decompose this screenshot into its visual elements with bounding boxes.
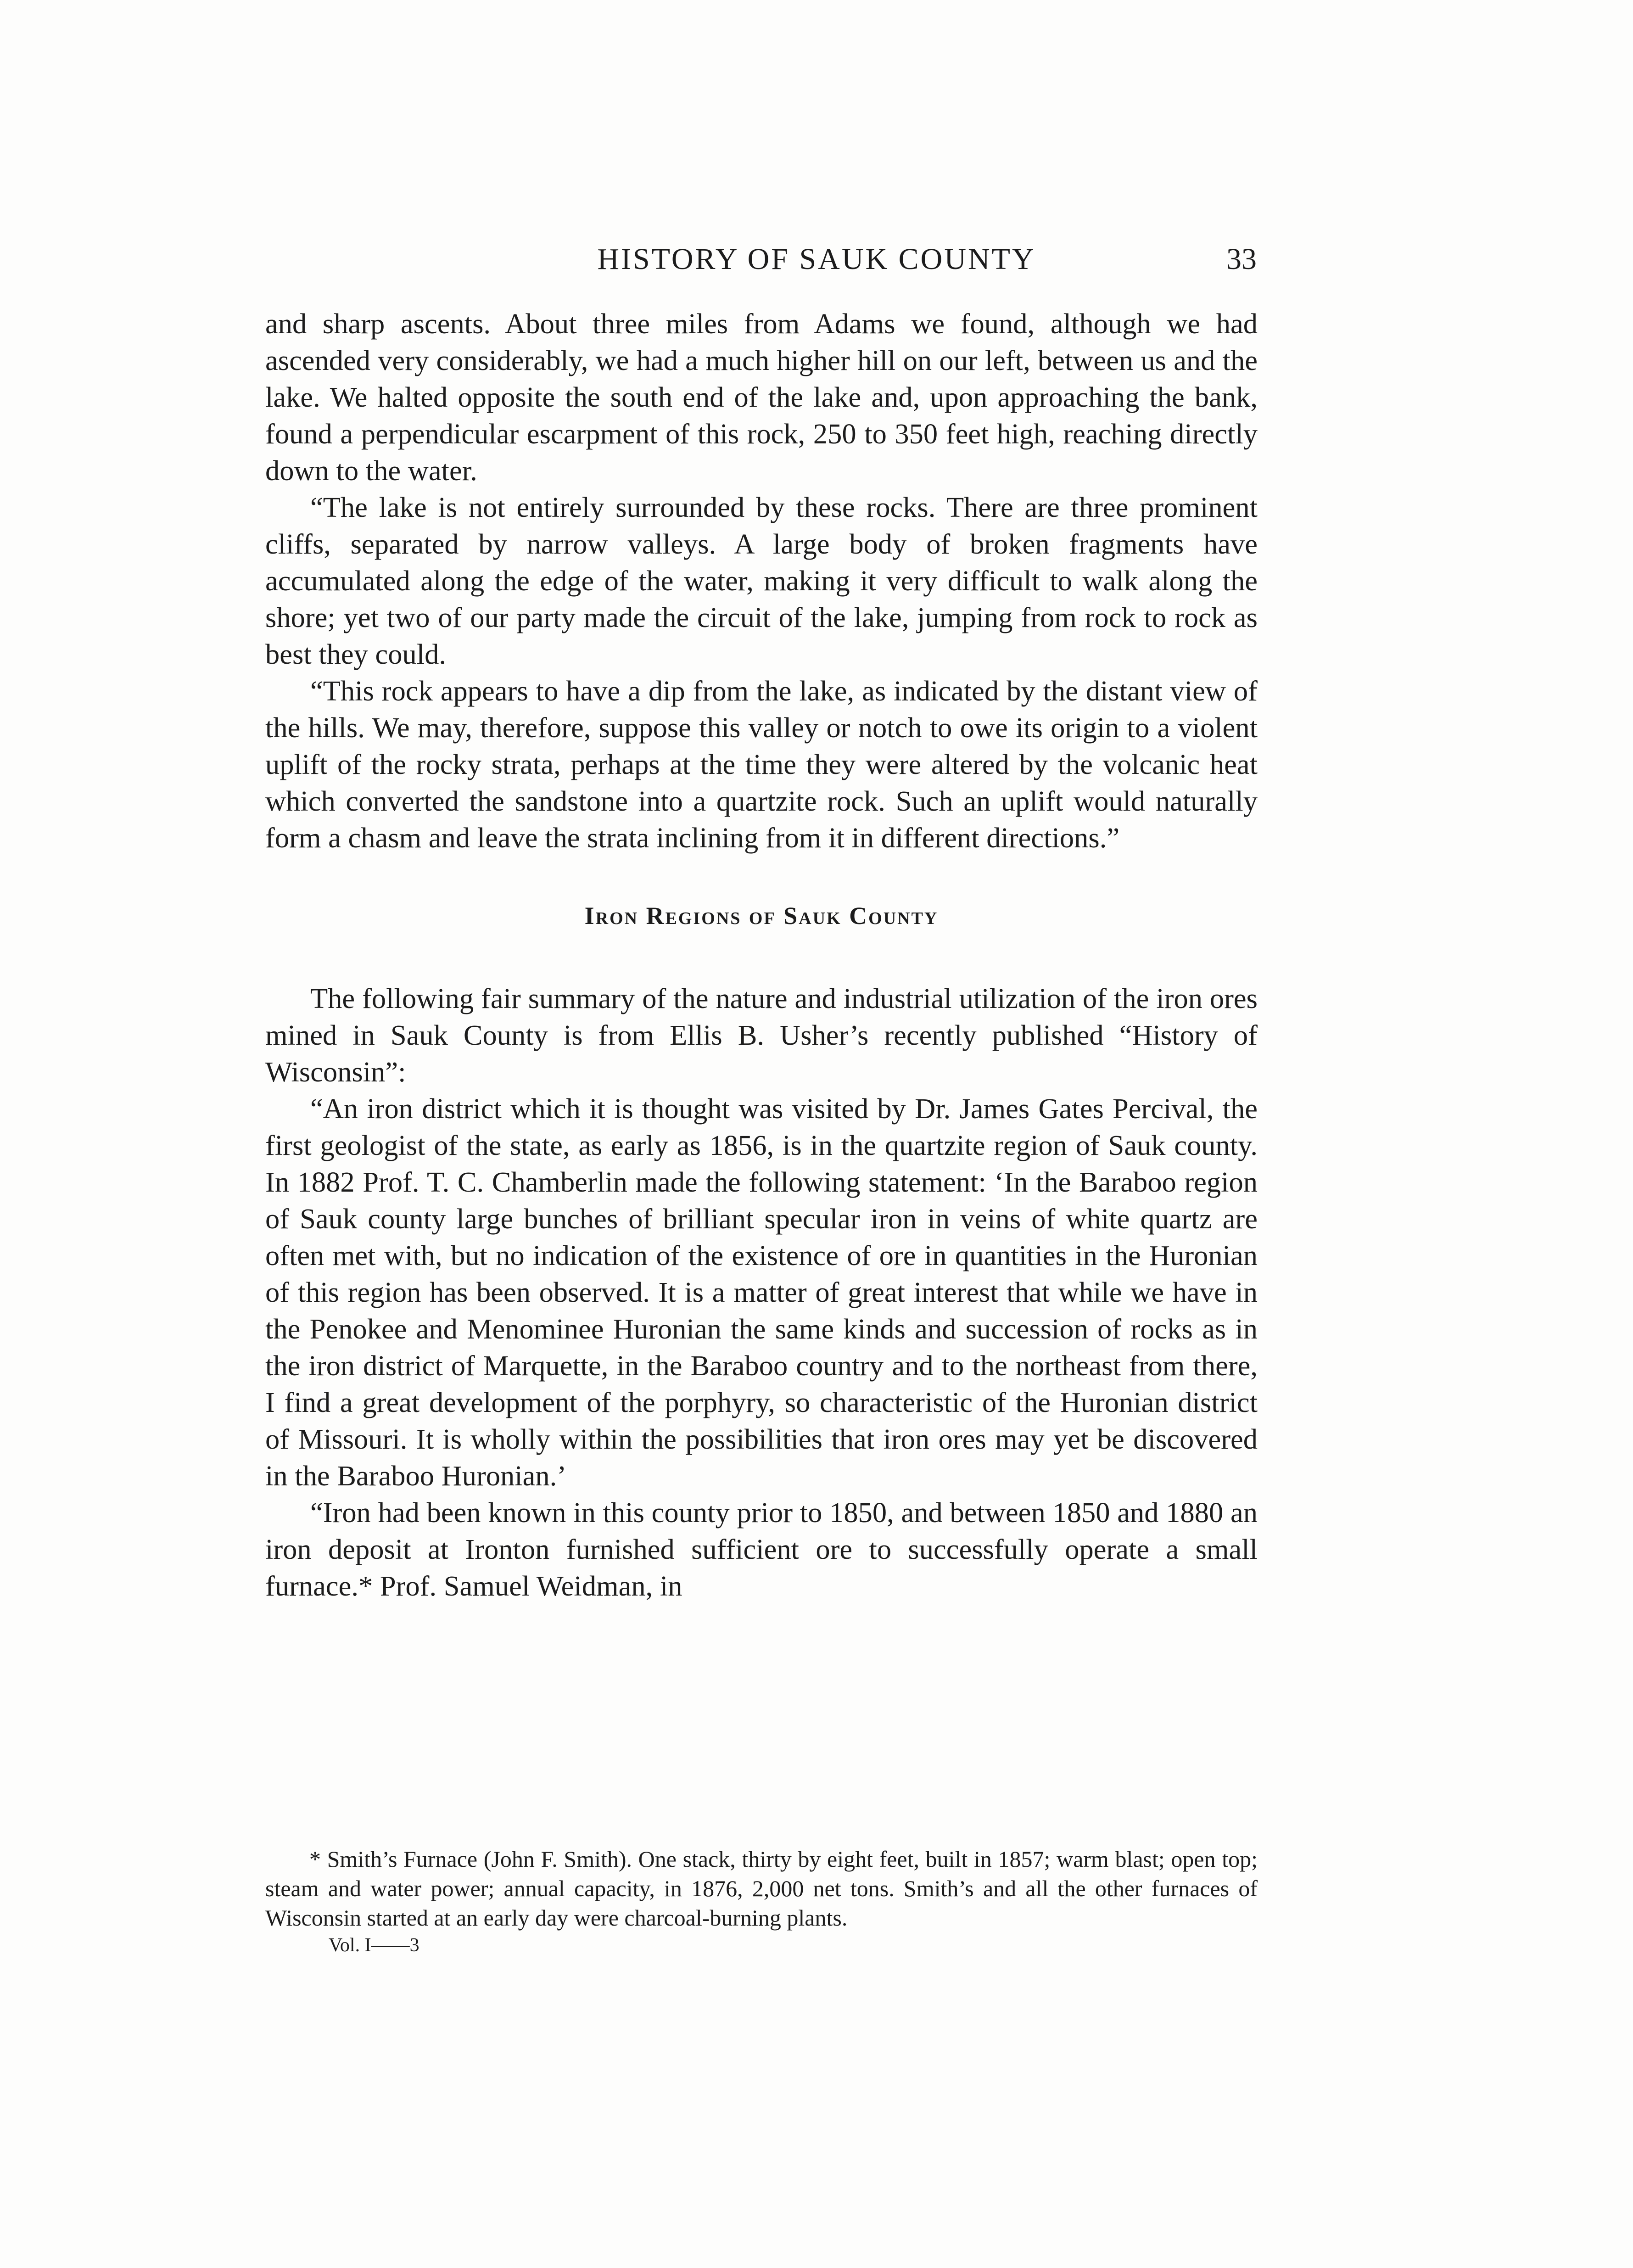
signature-mark: Vol. I——3 — [329, 1935, 419, 1956]
paragraph-summary-intro: The following fair summary of the nature and industrial utilization of the iron ores mined in Sauk County is from Ellis B. Usher’s recently published “History of Wisconsin”: — [265, 982, 1258, 1088]
paragraph-rock-dip: “This rock appears to have a dip from the lake, as indicated by the distant view of the hills. We may, therefore, suppose this valley or notch to owe its origin to a violent uplift of the rocky strata, perhaps at the time they were altered by the volcanic heat which converted the sandstone into a quartzite rock. Such an uplift would naturally form a chasm and leave the strata inclining from it in different directions.” — [265, 675, 1258, 854]
body-text — [265, 305, 1258, 1604]
section-heading: Iron Regions of Sauk County — [584, 902, 939, 930]
paragraph-ironton: “Iron had been known in this county prior to 1850, and between 1850 and 1880 an iron deposit at Ironton furnished sufficient ore to successfully operate a small furnace.* Prof. Samuel Weidman, in — [265, 1496, 1258, 1602]
footnotes — [265, 1844, 1258, 1958]
running-head-title: HISTORY OF SAUK COUNTY — [597, 242, 1036, 276]
footnote-smiths-furnace: * Smith’s Furnace (John F. Smith). One stack, thirty by eight feet, built in 1857; warm blast; open top; steam and water power; annual capacity, in 1876, 2,000 net tons. Smith’s and all the other furnaces of Wisconsin started at an early day were charcoal-burning plants. — [265, 1846, 1258, 1931]
paragraph-lake-rocks: “The lake is not entirely surrounded by these rocks. There are three prominent cliffs, separated by narrow valleys. A large body of broken fragments have accumulated along the edge of the water, making it very difficult to walk along the shore; yet two of our party made the circuit of the lake, jumping from rock to rock as best they could. — [265, 491, 1258, 670]
paragraph-iron-district: “An iron district which it is thought was visited by Dr. James Gates Percival, the first geologist of the state, as early as 1856, is in the quartzite region of Sauk county. In 1882 Prof. T. C. Chamberlin made the following statement: ‘In the Baraboo region of Sauk county large bunches of brilliant specular iron in veins of white quartz are often met with, but no indication of the existence of ore in quantities in the Huronian of this region has been observed. It is a matter of great interest that while we have in the Penokee and Menominee Huronian the same kinds and succession of rocks as in the iron district of Marquette, in the Baraboo country and to the northeast from there, I find a great development of the porphyry, so characteristic of the Huronian district of Missouri. It is wholly within the possibilities that iron ores may yet be discovered in the Baraboo Huronian.’ — [265, 1092, 1258, 1492]
paragraph-continued: and sharp ascents. About three miles from Adams we found, although we had ascended very considerably, we had a much higher hill on our left, between us and the lake. We halted opposite the south end of the lake and, upon approaching the bank, found a perpendicular escarpment of this rock, 250 to 350 feet high, reaching directly down to the water. — [265, 308, 1258, 487]
page-number: 33 — [1226, 242, 1257, 276]
running-head — [0, 239, 1633, 280]
